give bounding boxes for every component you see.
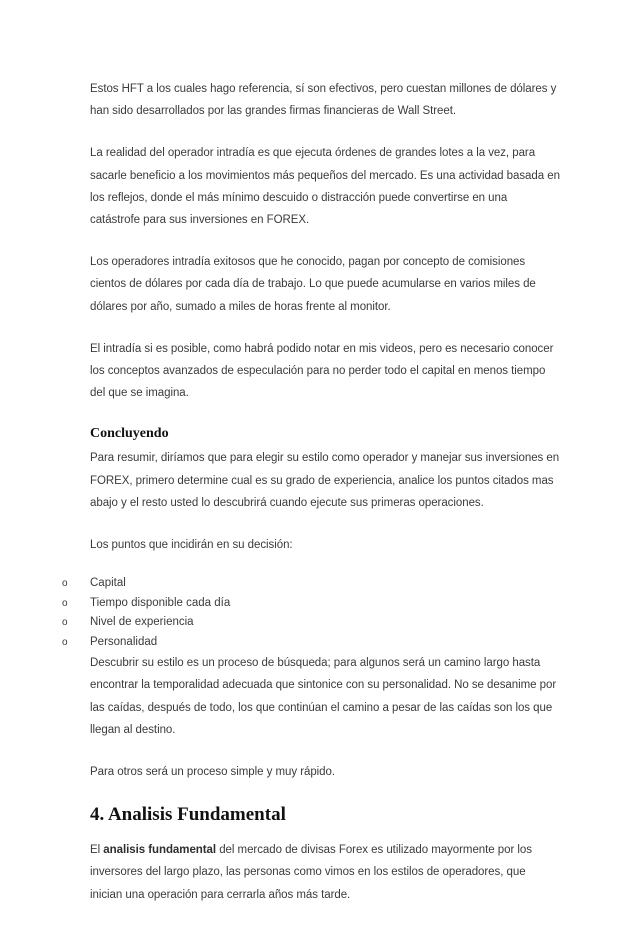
list-item bbox=[62, 574, 560, 594]
bold-term: analisis fundamental bbox=[103, 844, 217, 857]
paragraph-intraday-reality: La realidad del operador intradía es que ejecuta órdenes de grandes lotes a la vez, para sacarle beneficio a los movimientos más pequeños del mercado. Es una actividad basada en los reflejos, donde el más mínimo descuido o distracción puede convertirse en una catástrofe para sus inversiones en FOREX. bbox=[90, 147, 560, 227]
paragraph-descubrir-estilo: Descubrir su estilo es un proceso de búsqueda; para algunos será un camino largo hasta encontrar la temporalidad adecuada que sintonice con su personalidad. No se desanime por las caídas, después de todo, los que continúan el camino a pesar de las caídas son los que llegan al destino. bbox=[90, 657, 557, 736]
paragraph-intraday-possible: El intradía si es posible, como habrá podido notar en mis videos, pero es necesario conocer los conceptos avanzados de especulación para no perder todo el capital en menos tiempo del que se imagina. bbox=[90, 342, 554, 400]
paragraph-otros: Para otros será un proceso simple y muy rápido. bbox=[90, 766, 336, 779]
heading-concluyendo: Concluyendo bbox=[90, 426, 169, 442]
paragraph-analisis-fundamental bbox=[90, 839, 560, 906]
paragraph-resumen: Para resumir, diríamos que para elegir su estilo como operador y manejar sus inversiones en FOREX, primero determine cual es su grado de experiencia, analice los puntos citados mas abajo y el resto usted lo descubrirá cuando ejecute sus primeras operaciones. bbox=[90, 452, 560, 509]
text-rest: del mercado de divisas Forex es utilizado mayormente por los inversores del largo plazo, las personas como vimos en los estilos de operadores, que inician una operación para cerrarla años más tarde. bbox=[90, 844, 532, 901]
bullet-icon: o bbox=[62, 597, 68, 609]
paragraph-puntos-intro: Los puntos que incidirán en su decisión: bbox=[90, 539, 293, 552]
list-item-label: Nivel de experiencia bbox=[90, 616, 194, 629]
bullet-icon: o bbox=[62, 617, 68, 629]
list-item bbox=[62, 594, 560, 614]
decision-points-list bbox=[62, 574, 560, 652]
bullet-icon: o bbox=[62, 636, 68, 648]
paragraph-hft: Estos HFT a los cuales hago referencia, sí son efectivos, pero cuestan millones de dólares y han sido desarrollados por las grandes firmas financieras de Wall Street. bbox=[90, 83, 557, 118]
bullet-icon: o bbox=[62, 578, 68, 590]
list-item bbox=[62, 613, 560, 633]
text-start: El bbox=[90, 844, 104, 857]
list-item-label: Personalidad bbox=[90, 635, 158, 648]
list-item bbox=[62, 633, 560, 653]
list-item-label: Tiempo disponible cada día bbox=[90, 596, 231, 609]
heading-analisis-fundamental: 4. Analisis Fundamental bbox=[90, 804, 286, 826]
document-body bbox=[62, 78, 560, 926]
list-item-label: Capital bbox=[90, 577, 126, 590]
paragraph-intraday-operators: Los operadores intradía exitosos que he conocido, pagan por concepto de comisiones cientos de dólares por cada día de trabajo. Lo que puede acumularse en varios miles de dólares por año, sumado a miles de horas frente al monitor. bbox=[90, 256, 536, 313]
